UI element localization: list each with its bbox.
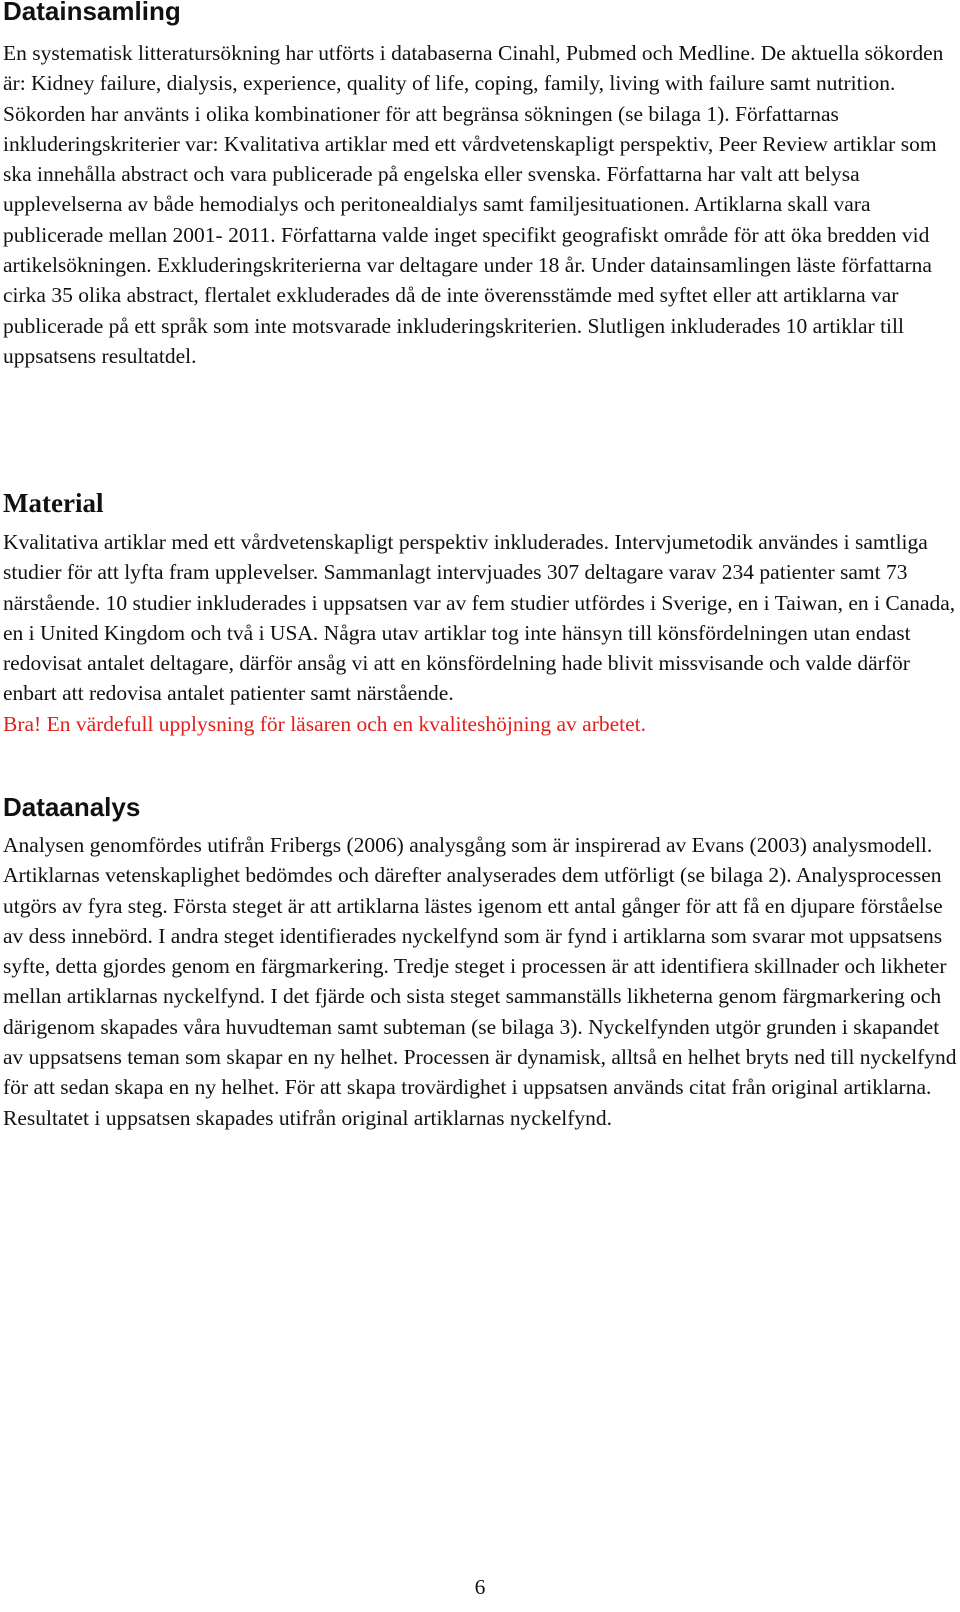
section-heading-material: Material bbox=[3, 488, 104, 518]
paragraph-dataanalys: Analysen genomfördes utifrån Fribergs (2006) analysgång som är inspirerad av Evans (2003) analysmodell. Artiklarnas vetenskaplighet bedömdes och därefter analyserades dem utförligt (se bilaga 2). Analysprocessen utgörs av fyra steg. Första steget är att artiklarna lästes igenom ett antal gånger för att få en djupare förståelse av dess innebörd. I andra steget identifierades nyckelfynd som är fynd i artiklarna som svarar mot uppsatsens syfte, detta gjordes genom en färgmarkering. Tredje steget i processen är att identifiera skillnader och likheter mellan artiklarnas nyckelfynd. I det fjärde och sista steget sammanställs likheterna genom färgmarkering och därigenom skapades våra huvudteman samt subteman (se bilaga 3). Nyckelfynden utgör grunden i skapandet av uppsatsens teman som skapar en ny helhet. Processen är dynamisk, alltså en helhet bryts ned till nyckelfynd för att sedan skapa en ny helhet. För att skapa trovärdighet i uppsatsen används citat från original artiklarna. Resultatet i uppsatsen skapades utifrån original artiklarnas nyckelfynd. bbox=[3, 833, 957, 1130]
section-heading-dataanalys: Dataanalys bbox=[3, 792, 141, 822]
section-heading-datainsamling: Datainsamling bbox=[3, 0, 181, 26]
paragraph-material-block bbox=[3, 527, 957, 739]
reviewer-remark: Bra! En värdefull upplysning för läsaren och en kvaliteshöjning av arbetet. bbox=[3, 711, 647, 736]
paragraph-datainsamling: En systematisk litteratursökning har utförts i databaserna Cinahl, Pubmed och Medline. De aktuella sökorden är: Kidney failure, dialysis, experience, quality of life, coping, family, living with failure samt nutrition. Sökorden har använts i olika kombinationer för att begränsa sökningen (se bilaga 1). Författarnas inkluderingskriterier var: Kvalitativa artiklar med ett vårdvetenskapligt perspektiv, Peer Review artiklar som ska innehålla abstract och vara publicerade på engelska eller svenska. Författarna har valt att belysa upplevelserna av både hemodialys och peritonealdialys samt familjesituationen. Artiklarna skall vara publicerade mellan 2001- 2011. Författarna valde inget specifikt geografiskt område för att öka bredden vid artikelsökningen. Exkluderingskriterierna var deltagare under 18 år. Under datainsamlingen läste författarna cirka 35 olika abstract, flertalet exkluderades då de inte överensstämde med syftet eller att artiklarna var publicerade på ett språk som inte motsvarade inkluderingskriterien. Slutligen inkluderades 10 artiklar till uppsatsens resultatdel. bbox=[3, 41, 944, 368]
page-number: 6 bbox=[474, 1575, 486, 1599]
paragraph-material: Kvalitativa artiklar med ett vårdvetenskapligt perspektiv inkluderades. Intervjumetodik användes i samtliga studier för att lyfta fram upplevelser. Sammanlagt intervjuades 307 deltagare varav 234 patienter samt 73 närstående. 10 studier inkluderades i uppsatsen var av fem studier utfördes i Sverige, en i Taiwan, en i Canada, en i United Kingdom och två i USA. Några utav artiklar tog inte hänsyn till könsfördelningen utan endast redovisat antalet deltagare, därför ansåg vi att en könsfördelning hade blivit missvisande och valde därför enbart att redovisa antalet patienter samt närstående. bbox=[3, 530, 956, 706]
